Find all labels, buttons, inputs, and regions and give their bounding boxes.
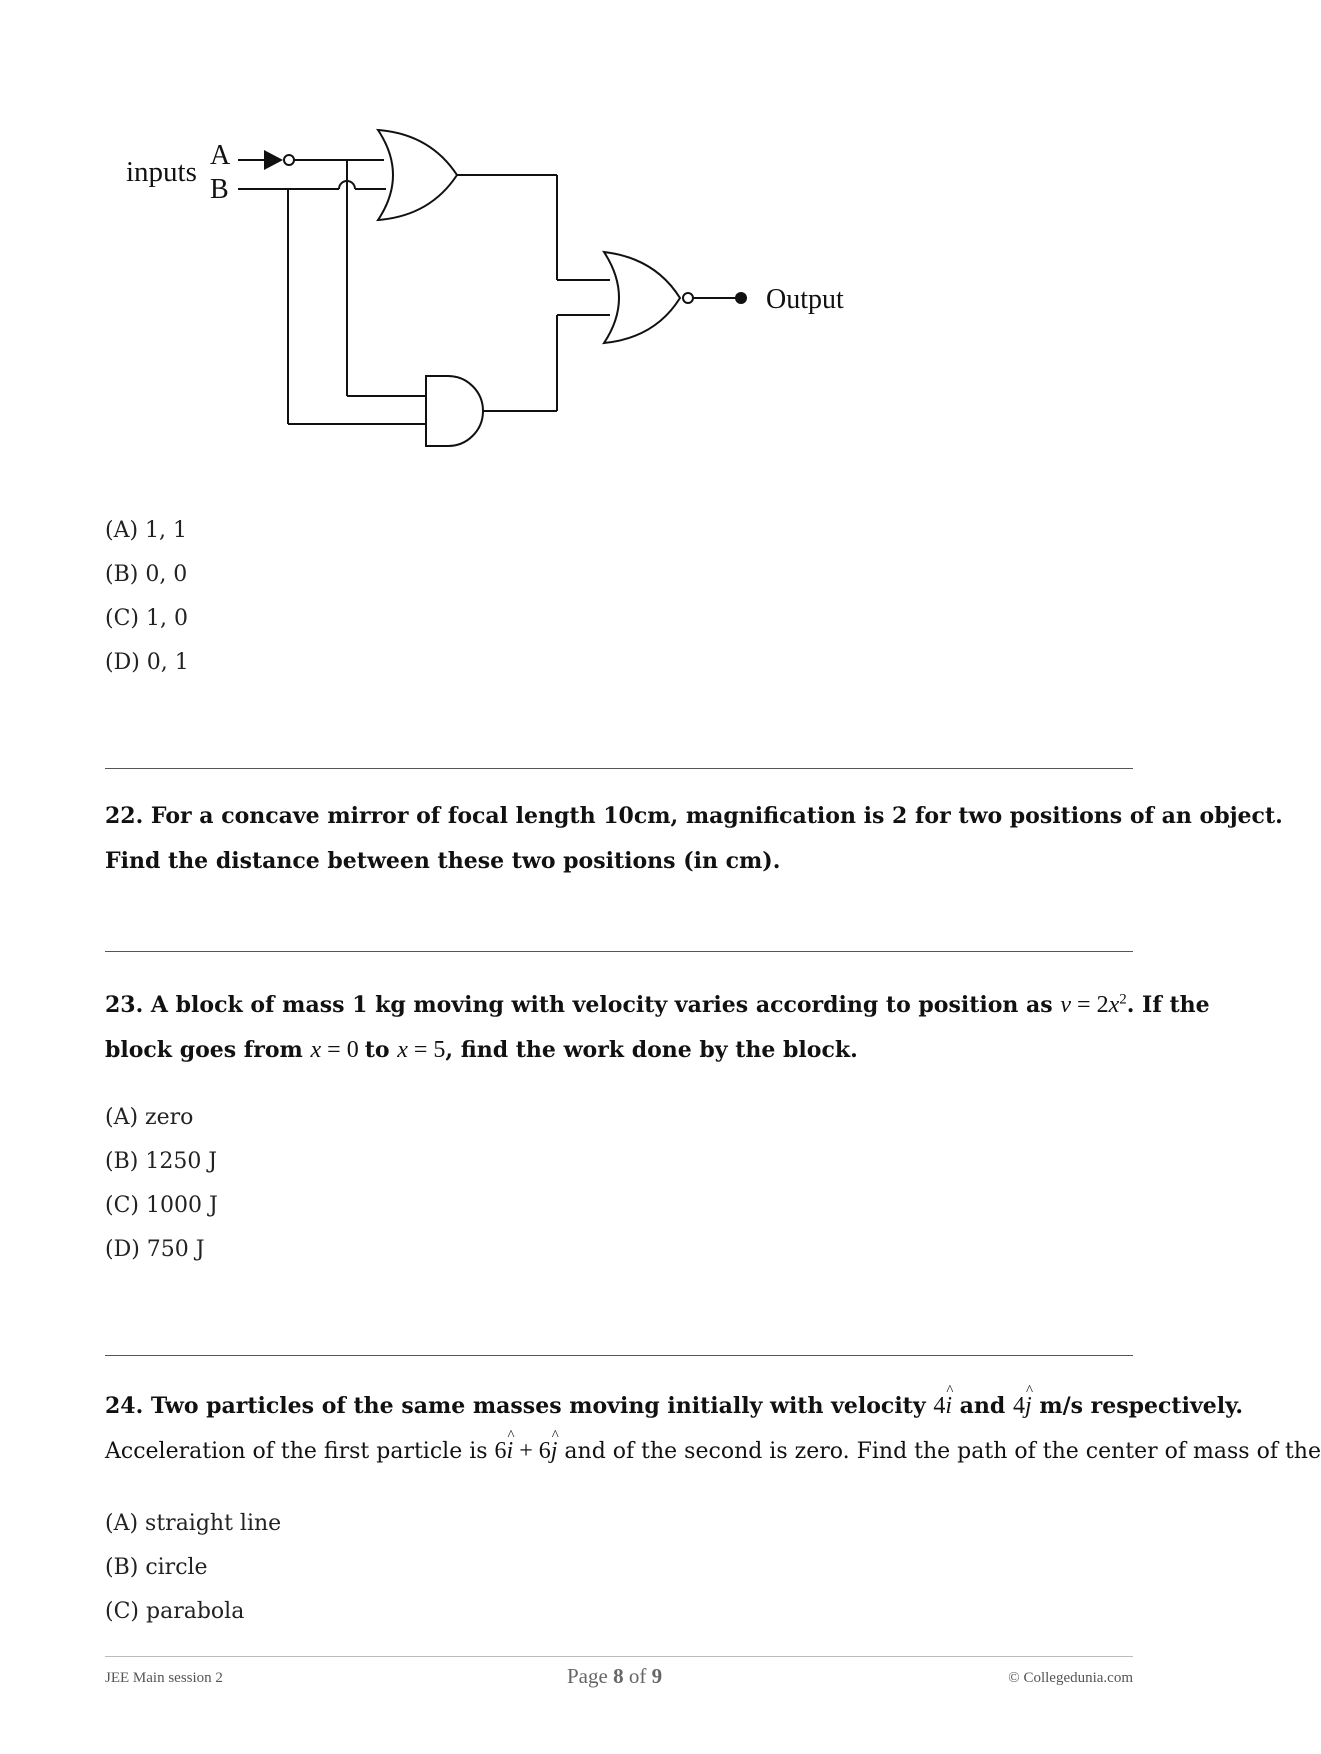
q23-text-3: block goes from — [105, 1037, 303, 1064]
q21-options — [105, 509, 189, 685]
logic-circuit-diagram — [110, 120, 880, 460]
q23-text-5: , find the work done by the block. — [445, 1037, 858, 1064]
q23-option-d: (D) 750 J — [105, 1237, 205, 1262]
q23-option-c: (C) 1000 J — [105, 1193, 218, 1218]
q21-option-c: (C) 1, 0 — [105, 606, 188, 631]
q24-options — [105, 1502, 281, 1634]
output-label: Output — [766, 284, 844, 315]
page-prefix: Page — [567, 1664, 608, 1688]
question-22 — [105, 794, 1283, 884]
q21-option-a: (A) 1, 1 — [105, 518, 188, 543]
q22-line1: 22. For a concave mirror of focal length 10cm, magnification is 2 for two positions of an object. — [105, 803, 1283, 829]
q23-text-4: to — [364, 1037, 390, 1064]
page-of: of — [628, 1664, 647, 1688]
footer-divider — [105, 1656, 1133, 1657]
q23-option-b: (B) 1250 J — [105, 1149, 218, 1174]
q23-text-2: . If the — [1126, 992, 1210, 1019]
footer-page-number — [567, 1664, 662, 1689]
inputs-label: inputs — [126, 156, 197, 188]
q22-line2: Find the distance between these two positions (in cm). — [105, 848, 781, 874]
q23-velocity-formula: v — [1060, 992, 1072, 1019]
q24-option-c: (C) parabola — [105, 1599, 245, 1624]
divider — [105, 1355, 1133, 1356]
q23-option-a: (A) zero — [105, 1105, 194, 1130]
question-23: 23. A block of mass 1 kg moving with velocity varies according to position as $v = 2x^2$. If the block goes from x = 0 to x = 5, find the work done by the block. — [105, 992, 1210, 1064]
q24-option-b: (B) circle — [105, 1555, 208, 1580]
q24-text-2: and — [959, 1393, 1006, 1419]
q24-text-4: Acceleration of the first particle is — [105, 1439, 488, 1464]
footer-exam-name: JEE Main session 2 — [105, 1670, 223, 1686]
q24-text-3: m/s respectively. — [1039, 1393, 1243, 1419]
q24-text-1: 24. Two particles of the same masses moving initially with velocity — [105, 1393, 926, 1419]
q21-option-d: (D) 0, 1 — [105, 650, 189, 675]
input-a-label: A — [210, 140, 231, 171]
q23-options — [105, 1096, 218, 1272]
divider — [105, 768, 1133, 769]
q21-option-b: (B) 0, 0 — [105, 562, 188, 587]
page-total: 9 — [651, 1664, 663, 1688]
footer-copyright: © Collegedunia.com — [1008, 1670, 1133, 1686]
q24-option-a: (A) straight line — [105, 1511, 282, 1536]
q23-text-1: 23. A block of mass 1 kg moving with velocity varies according to position as — [105, 992, 1053, 1019]
page-current: 8 — [613, 1664, 624, 1688]
divider — [105, 951, 1133, 952]
q24-text-5: and of the second is zero. Find the path of the center of mass of the — [564, 1439, 1321, 1464]
question-24: 24. Two particles of the same masses moving initially with velocity 4i ^ and 4j ^ m/s respectively. Acceleration of the first particle is 6i ^ + 6j ^ and of the second is zero. Find the path of the center of mass of the — [105, 1384, 1145, 1474]
input-b-label: B — [210, 174, 229, 205]
